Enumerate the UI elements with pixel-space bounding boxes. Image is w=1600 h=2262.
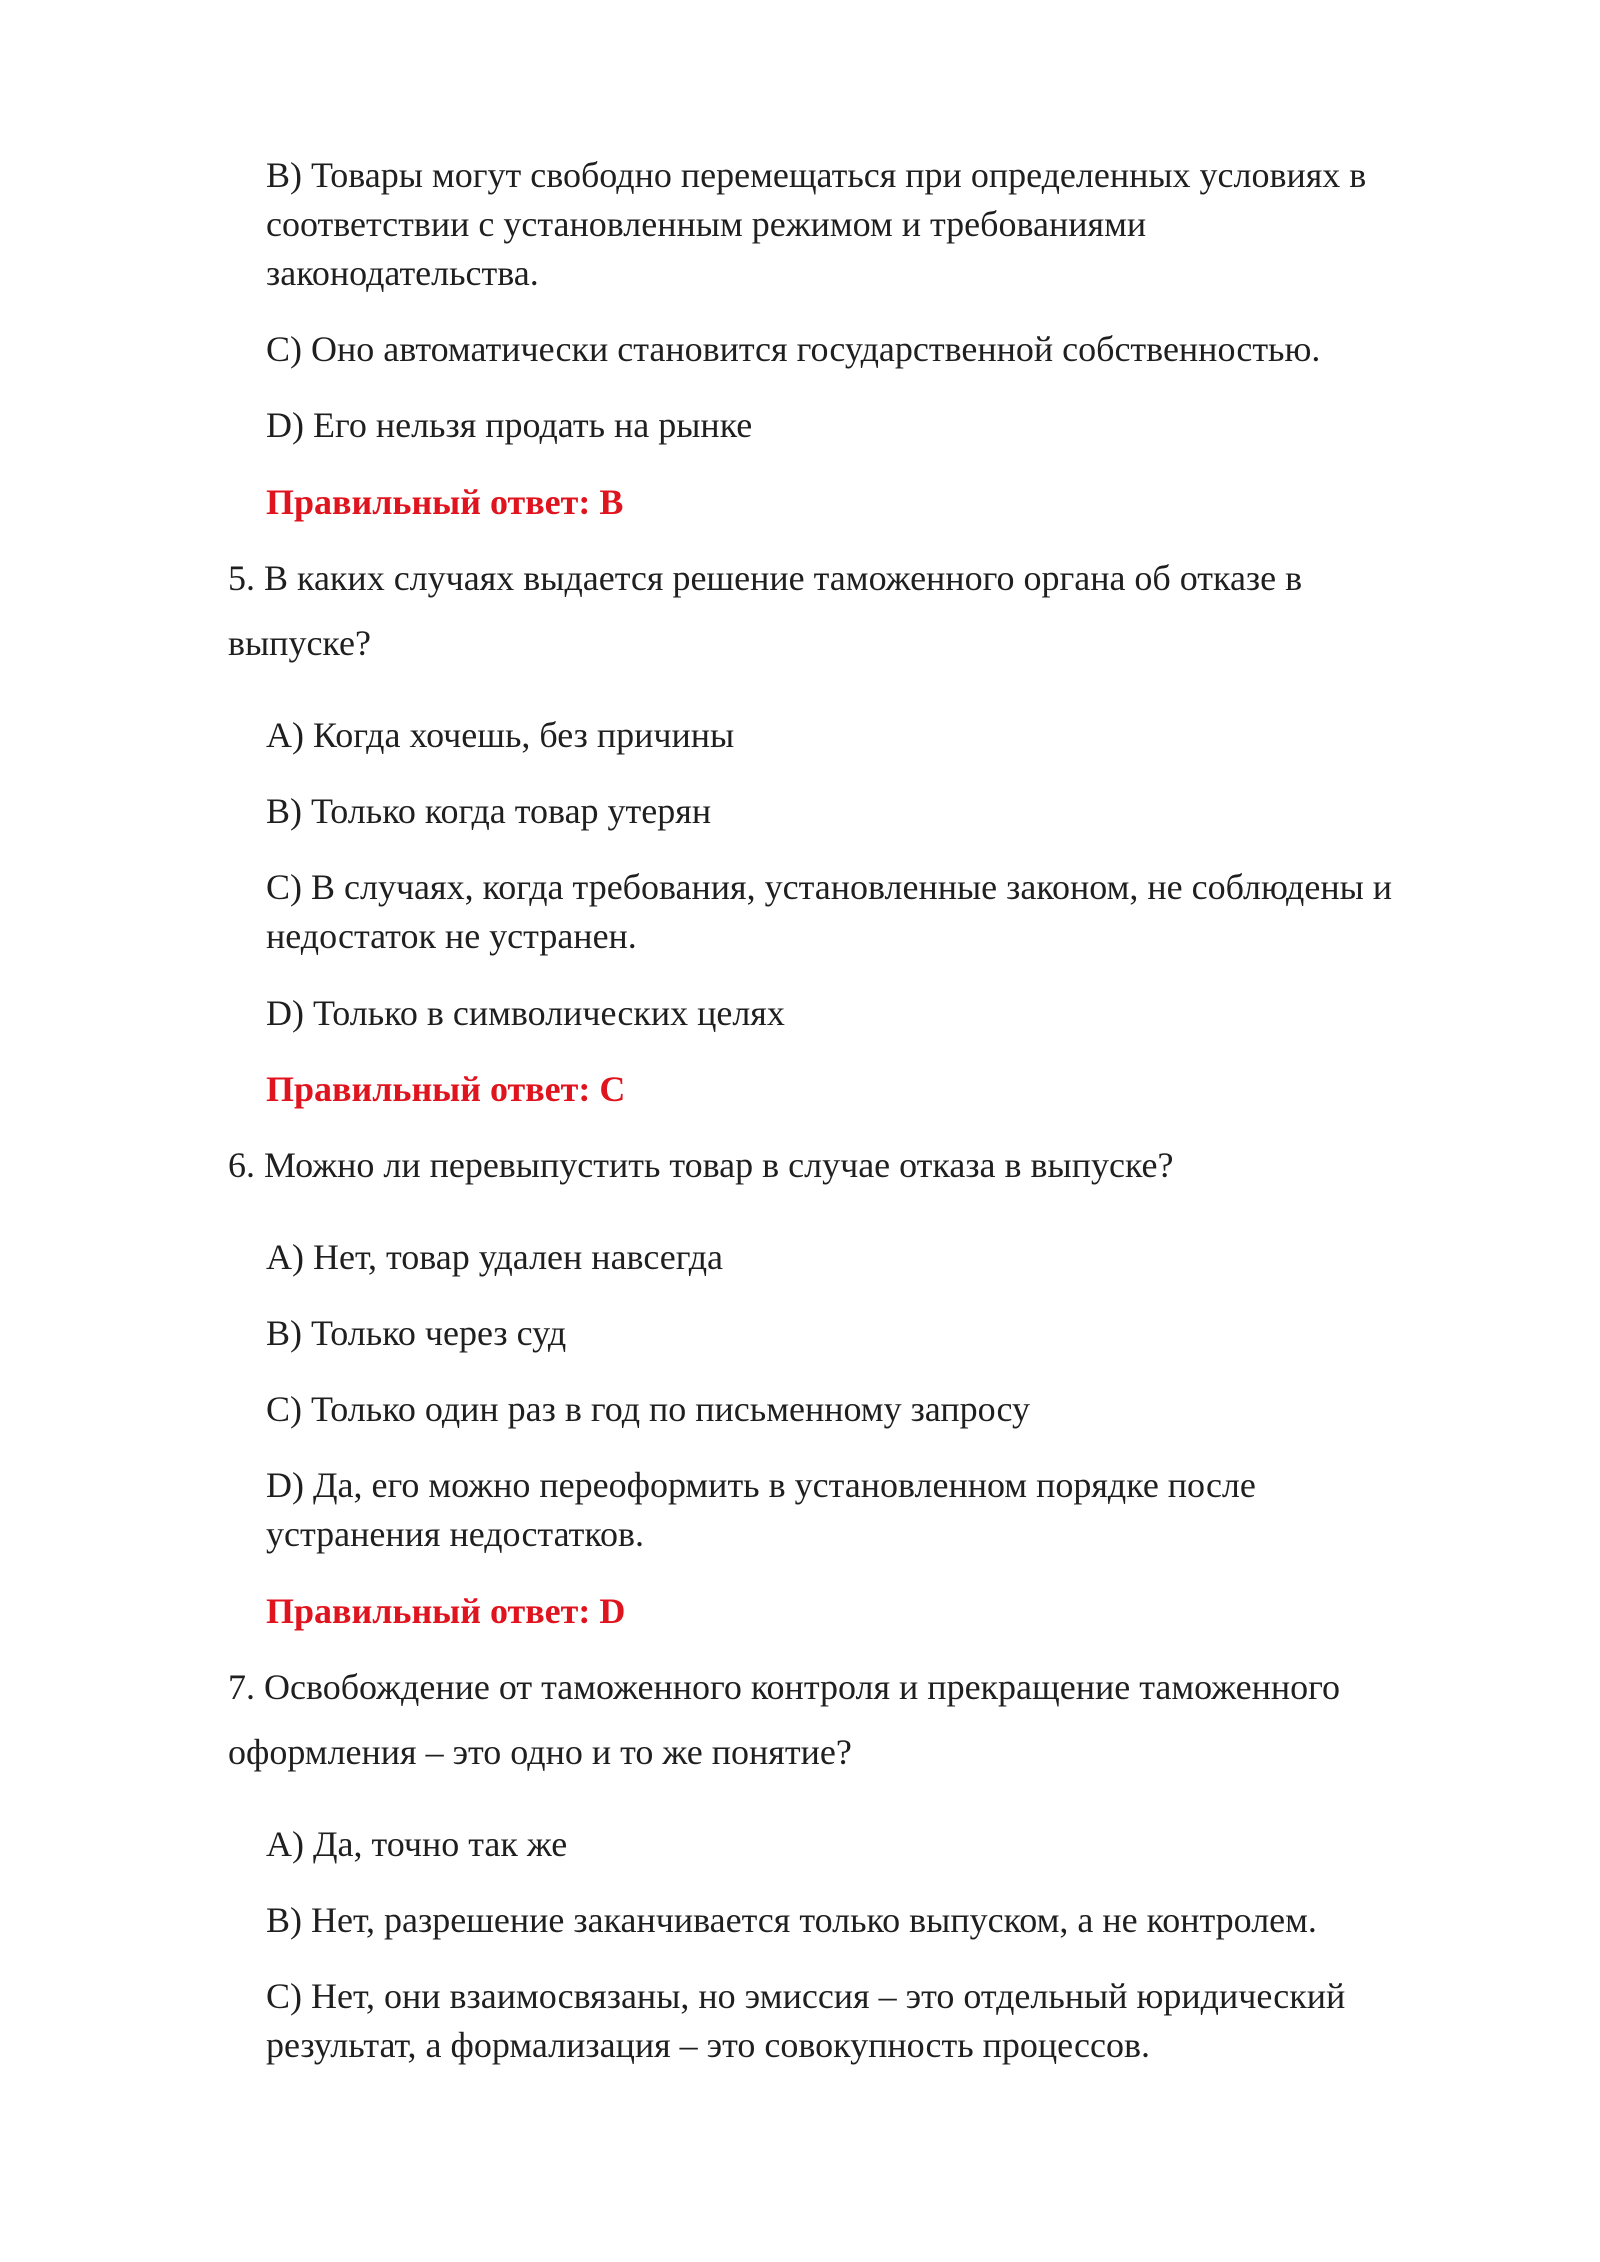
- q6-option-d-line-2: устранения недостатков.: [266, 1514, 645, 1554]
- q5-correct-answer: Правильный ответ: C: [266, 1069, 626, 1109]
- q6-question: 6. Можно ли перевыпустить товар в случае отказа в выпуске?: [228, 1145, 1174, 1185]
- q6-option-a: A) Нет, товар удален навсегда: [266, 1237, 723, 1277]
- q4-option-b-line-1: B) Товары могут свободно перемещаться при определенных условиях в: [266, 155, 1367, 195]
- q5-option-c-line-1: C) В случаях, когда требования, установленные законом, не соблюдены и: [266, 867, 1393, 907]
- q5-option-a: A) Когда хочешь, без причины: [266, 715, 735, 755]
- q4-option-d: D) Его нельзя продать на рынке: [266, 405, 753, 445]
- q4-option-c: C) Оно автоматически становится государственной собственностью.: [266, 329, 1321, 369]
- q6-option-b: B) Только через суд: [266, 1313, 567, 1353]
- q5-option-b: B) Только когда товар утерян: [266, 791, 712, 831]
- q7-question-line-2: оформления – это одно и то же понятие?: [228, 1732, 852, 1772]
- q5-option-d: D) Только в символических целях: [266, 993, 785, 1033]
- q7-option-a: A) Да, точно так же: [266, 1824, 568, 1864]
- q4-correct-answer: Правильный ответ: B: [266, 482, 624, 522]
- q5-question-line-2: выпуске?: [228, 623, 371, 663]
- q6-option-c: C) Только один раз в год по письменному запросу: [266, 1389, 1030, 1429]
- q6-correct-answer: Правильный ответ: D: [266, 1591, 626, 1631]
- q7-option-c-line-2: результат, а формализация – это совокупность процессов.: [266, 2025, 1151, 2065]
- q4-option-b-line-3: законодательства.: [266, 253, 539, 293]
- q6-option-d-line-1: D) Да, его можно переоформить в установленном порядке после: [266, 1465, 1256, 1505]
- q7-option-c-line-1: C) Нет, они взаимосвязаны, но эмиссия – это отдельный юридический: [266, 1976, 1346, 2016]
- q4-option-b-line-2: соответствии с установленным режимом и требованиями: [266, 204, 1147, 244]
- q7-question-line-1: 7. Освобождение от таможенного контроля и прекращение таможенного: [228, 1667, 1341, 1707]
- q5-question-line-1: 5. В каких случаях выдается решение таможенного органа об отказе в: [228, 558, 1303, 598]
- q7-option-b: B) Нет, разрешение заканчивается только выпуском, а не контролем.: [266, 1900, 1317, 1940]
- q5-option-c-line-2: недостаток не устранен.: [266, 916, 637, 956]
